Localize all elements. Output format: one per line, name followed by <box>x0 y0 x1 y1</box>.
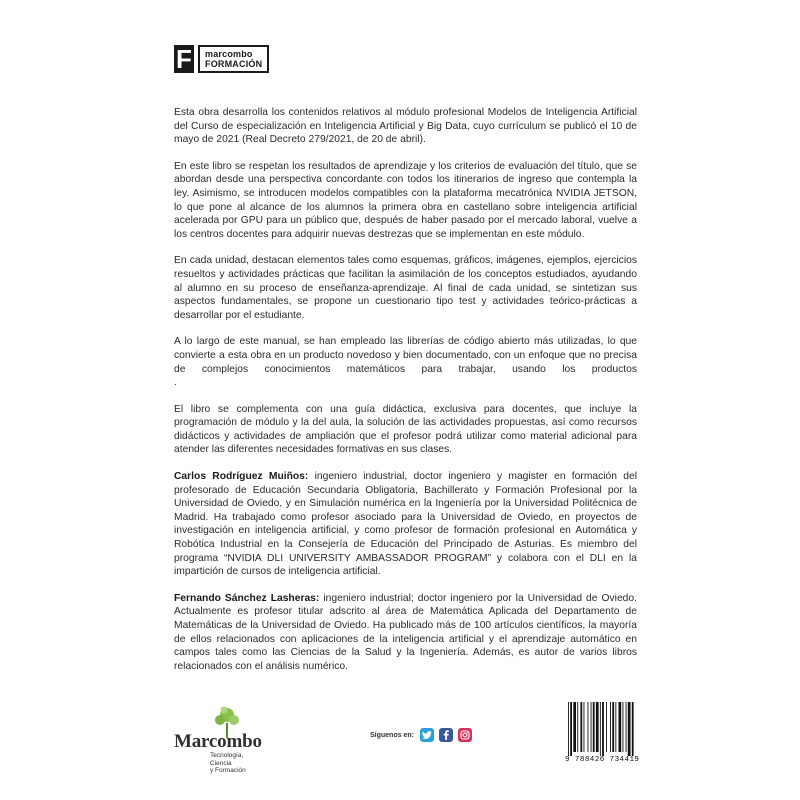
barcode-bar <box>580 702 582 752</box>
barcode-bar <box>593 702 595 752</box>
barcode-bar <box>606 702 607 752</box>
barcode-bar <box>588 702 589 752</box>
paragraph: El libro se complementa con una guía didáctica, exclusiva para docentes, que incluye la programación de módulo y la del aula, la solución de las actividades propuestas, así como recursos didácticos y actividades de ampliación que el profesor podrá utilizar como material adicional para atender las diferentes necesidades formativas en sus clases. <box>174 403 637 456</box>
barcode-bar <box>628 702 631 756</box>
tagline-line: Ciencia <box>210 759 232 767</box>
tagline-line: y Formación <box>210 767 246 774</box>
marcombo-formacion-logo <box>174 45 269 73</box>
barcode-bar <box>602 702 604 756</box>
author-bio <box>174 470 637 579</box>
logo-line-2: FORMACIÓN <box>205 59 263 69</box>
barcode-bar <box>584 702 585 752</box>
author-name: Fernando Sánchez Lasheras: <box>174 592 320 604</box>
barcode-bar <box>570 702 572 756</box>
logo-letter: F <box>174 45 194 73</box>
author-name: Carlos Rodríguez Muiños: <box>174 471 309 483</box>
barcode-bars <box>562 700 641 756</box>
logo-line-1: marcombo <box>205 49 253 59</box>
social-label: Síguenos en: <box>370 731 414 739</box>
barcode-bar <box>610 702 611 752</box>
brand-tagline <box>210 752 246 775</box>
barcode-bar <box>619 702 622 752</box>
social-links <box>370 728 477 742</box>
instagram-icon[interactable] <box>458 728 472 742</box>
blurb-text <box>174 106 786 686</box>
barcode-bar <box>600 702 601 756</box>
tagline-line: Tecnología, <box>210 752 244 759</box>
barcode-bar <box>612 702 614 752</box>
author-bio-text: ingeniero industrial, doctor ingeniero y magister en formación del profesorado de Educación Secundaria Obligatoria, Bachillerato y Formación Profesional por la Universidad de Oviedo, y en Simulación numérica en la Ingeniería por la Universidad Politécnica de Madrid. Ha trabajado como profesor asociado para la Universidad de Oviedo, en proyectos de investigación en inteligencia artificial, y como profesor de formación profesional en Automática y Robótica Industrial en la Consejería de Educación del Principado de Asturias. Es miembro del programa “NVIDIA DLI UNIVERSITY AMBASSADOR PROGRAM” y colabora con el DLI en la impartición de cursos de inteligencia artificial. <box>174 471 637 578</box>
paragraph: En este libro se respetan los resultados de aprendizaje y los criterios de evaluación del título, que se abordan desde una perspectiva concordante con todos los itinerarios de ingreso que contempla la ley. Asimismo, se introducen modelos compatibles con la plataforma mecatrónica NVIDIA JETSON, lo que pone al alcance de los alumnos la primera obra en castellano sobre inteligencia artificial acelerada por GPU para un público que, después de haber pasado por el mercado laboral, vuelve a los centros docentes para adquirir nuevas destrezas que se implementan en este módulo. <box>174 160 637 240</box>
barcode-bar <box>568 702 569 756</box>
barcode-bar <box>573 702 576 752</box>
barcode-bar <box>615 702 616 752</box>
brand-name: Marcombo <box>174 731 262 752</box>
barcode-bar <box>626 702 627 752</box>
paragraph: A lo largo de este manual, se han empleado las librerías de código abierto más utilizadas, lo que convierte a esta obra en un producto novedoso y bien documentado, con un enfoque que no precisa de complejos conocimientos matemáticos para trabajar, usando los productos . <box>174 336 786 389</box>
author-bio <box>174 592 637 674</box>
isbn-number: 9 788426 734419 <box>565 756 640 764</box>
barcode-bar <box>632 702 634 756</box>
barcode-bar <box>577 702 578 752</box>
facebook-icon[interactable] <box>439 728 453 742</box>
logo-wordmark-box <box>198 45 269 73</box>
barcode-bar <box>596 702 599 752</box>
marcombo-brand-logo <box>174 705 284 775</box>
author-bio-text: ingeniero industrial; doctor ingeniero por la Universidad de Oviedo. Actualmente es profesor titular adscrito al área de Matemática Aplicada del Departamento de Matemáticas de la Universidad de Oviedo. Ha publicado más de 100 artículos científicos, la mayoría de ellos relacionados con aplicaciones de la inteligencia artificial y el aprendizaje automático en campos tales como las Ciencias de la Salud y la Ingeniería. Además, es autor de varios libros relacionados con el análisis numérico. <box>174 592 637 672</box>
barcode-bar <box>623 702 624 752</box>
twitter-icon[interactable] <box>420 728 434 742</box>
barcode-bar <box>591 702 592 752</box>
paragraph: Esta obra desarrolla los contenidos relativos al módulo profesional Modelos de Inteligencia Artificial del Curso de especialización en Inteligencia Artificial y Big Data, cuyo currículum se publicó el 10 de mayo de 2021 (Real Decreto 279/2021, de 20 de abril). <box>174 107 637 146</box>
paragraph: En cada unidad, destacan elementos tales como esquemas, gráficos, imágenes, ejemplos, ejercicios resueltos y actividades prácticas que facilitan la asimilación de los conceptos estudiados, ayudando al alumno en su proceso de enseñanza-aprendizaje. Al final de cada unidad, se sintetizan sus aspectos fundamentales, se propone un cuestionario tipo test y actividades teórico-prácticas a desarrollar por el estudiante. <box>174 255 637 321</box>
